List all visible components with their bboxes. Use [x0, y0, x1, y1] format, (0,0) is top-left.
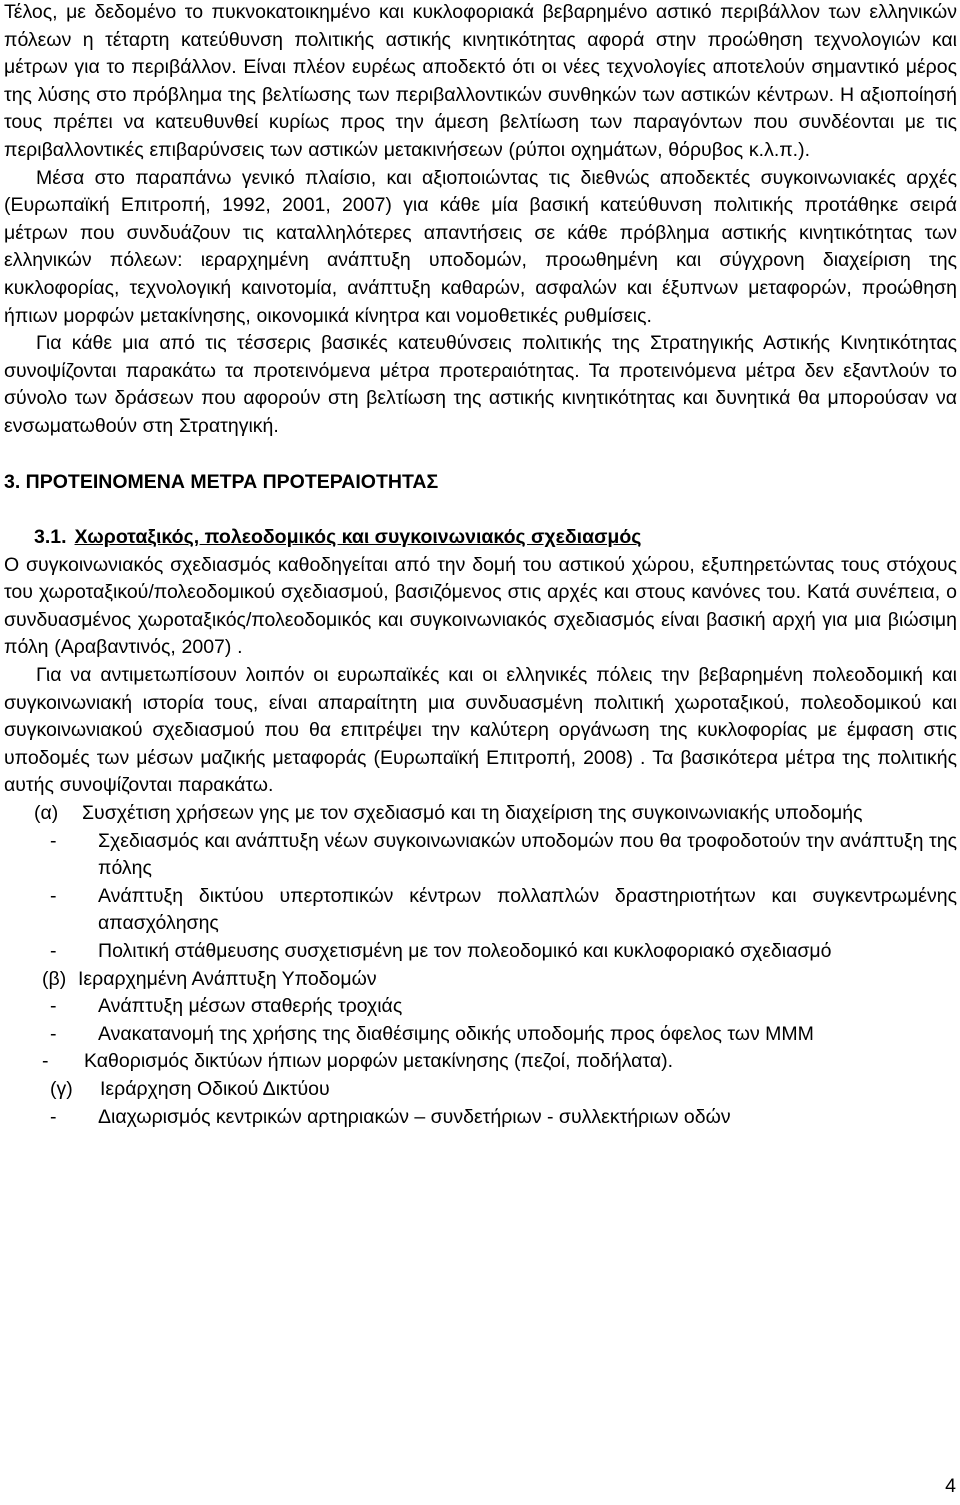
dash-marker: - [42, 1050, 49, 1073]
dash-marker: - [50, 884, 57, 907]
list-marker: (β) [42, 967, 67, 990]
dash-marker: - [50, 995, 57, 1018]
list-item-alpha [34, 800, 957, 828]
section-3-1-title: Χωροταξικός, πολεοδομικός και συγκοινωνιακός σχεδιασμός [74, 526, 642, 549]
dash-marker: - [50, 1105, 57, 1128]
list-item [50, 828, 957, 883]
list-item [50, 1104, 957, 1132]
list-item [50, 938, 957, 966]
list-item [42, 1048, 957, 1076]
list-item-text: Πολιτική στάθμευσης συσχετισμένη με τον πολεοδομικό και κυκλοφοριακό σχεδιασμό [98, 940, 832, 962]
list-item-text: Διαχωρισμός κεντρικών αρτηριακών – συνδετήριων - συλλεκτήριων οδών [98, 1105, 731, 1128]
list-item-text: Σχεδιασμός και ανάπτυξη νέων συγκοινωνιακών υποδομών που θα τροφοδοτούν την ανάπτυξη της πόλης [98, 829, 957, 880]
list-item-text: Ανάπτυξη μέσων σταθερής τροχιάς [98, 995, 403, 1018]
list-item-text: Καθορισμός δικτύων ήπιων μορφών μετακίνησης (πεζοί, ποδήλατα). [84, 1050, 674, 1073]
list-item-text: Ιεράρχηση Οδικού Δικτύου [100, 1077, 330, 1100]
section-3-1-heading [34, 524, 957, 552]
list-item-beta [42, 966, 957, 994]
paragraph-policy-framework: Μέσα στο παραπάνω γενικό πλαίσιο, και αξιοποιώντας τις διεθνώς αποδεκτές συγκοινωνιακές αρχές (Ευρωπαϊκή Επιτροπή, 1992, 2001, 2007) για κάθε μία βασική κατεύθυνση πολιτικής προτάθηκε σειρά μέτρων που συνδυάζουν τις καταλληλότερες απαντήσεις σε κάθε πρόβλημα αστικής κινητικότητας των ελληνικών πόλεων: ιεραρχημένη ανάπτυξη υποδομών, προωθημένη και σύγχρονη διαχείριση της κυκλοφορίας, τεχνολογική καινοτομία, ανάπτυξη καθαρών, ασφαλών και έξυπνων μεταφορών, προώθηση ήπιων μορφών μετακίνησης, οικονομικά κίνητρα και νομοθετικές ρυθμίσεις. [4, 166, 957, 327]
list-item [50, 993, 957, 1021]
list-item-text: Ιεραρχημένη Ανάπτυξη Υποδομών [78, 967, 377, 990]
document-page [4, 0, 957, 1131]
paragraph-priority-measures-intro: Για κάθε μια από τις τέσσερις βασικές κατευθύνσεις πολιτικής της Στρατηγικής Αστικής Κινητικότητας συνοψίζονται παρακάτω τα προτεινόμενα μέτρα προτεραιότητας. Τα προτεινόμενα μέτρα δεν εξαντλούν το σύνολο των δράσεων που αφορούν στη βελτίωση της αστικής κινητικότητας και δυνητικά θα μπορούσαν να ενσωματωθούν στη Στρατηγική. [4, 332, 957, 437]
list-marker: (α) [34, 802, 59, 825]
dash-marker: - [50, 940, 57, 962]
list-item-text: Ανακατανομή της χρήσης της διαθέσιμης οδικής υποδομής προς όφελος των ΜΜΜ [98, 1022, 814, 1045]
list-item-text: Συσχέτιση χρήσεων γης με τον σχεδιασμό και τη διαχείριση της συγκοινωνιακής υποδομής [82, 802, 863, 825]
list-marker: (γ) [50, 1077, 73, 1100]
section-3-heading: 3. ΠΡΟΤΕΙΝΟΜΕΝΑ ΜΕΤΡΑ ΠΡΟΤΕΡΑΙΟΤΗΤΑΣ [4, 470, 439, 493]
page-number: 4 [945, 1475, 956, 1497]
dash-marker: - [50, 1022, 57, 1045]
list-item [50, 883, 957, 938]
list-item-gamma [50, 1076, 957, 1104]
paragraph-environment-technologies: Τέλος, με δεδομένο το πυκνοκατοικημένο και κυκλοφοριακά βεβαρημένο αστικό περιβάλλον των ελληνικών πόλεων η τέταρτη κατεύθυνση πολιτικής αστικής κινητικότητας αφορά στην προώθηση τεχνολογιών και μέτρων για το περιβάλλον. Είναι πλέον ευρέως αποδεκτό ότι οι νέες τεχνολογίες αποτελούν σημαντικό μέρος της λύσης στο πρόβλημα της βελτίωσης των περιβαλλοντικών συνθηκών των αστικών κέντρων. Η αξιοποίησή τους πρέπει να κατευθυνθεί κυρίως προς την άμεση βελτίωση των παραγόντων που συνδέονται με τις περιβαλλοντικές επιβαρύνσεις των αστικών μετακινήσεων (ρύποι οχημάτων, θόρυβος κ.λ.π.). [4, 1, 957, 161]
list-item-text: Ανάπτυξη δικτύου υπερτοπικών κέντρων πολλαπλών δραστηριοτήτων και συγκεντρωμένης απασχόλησης [98, 884, 957, 935]
section-3-1-number: 3.1. [34, 526, 67, 549]
paragraph-planning-principle: Ο συγκοινωνιακός σχεδιασμός καθοδηγείται από την δομή του αστικού χώρου, εξυπηρετώντας τους στόχους του χωροταξικού/πολεοδομικού σχεδιασμού, βασιζόμενος στις αρχές και στους κανόνες του. Κατά συνέπεια, ο συνδυασμένος χωροταξικός/πολεοδομικός και συγκοινωνιακός σχεδιασμός είναι βασική αρχή για μια βιώσιμη πόλη (Αραβαντινός, 2007) . [4, 553, 957, 659]
paragraph-combined-policy: Για να αντιμετωπίσουν λοιπόν οι ευρωπαϊκές και οι ελληνικές πόλεις την βεβαρημένη πολεοδομική και συγκοινωνιακή ιστορία τους, είναι απαραίτητη μια συνδυασμένη πολιτική χωροταξικού, πολεοδομικού και συγκοινωνιακού σχεδιασμού που θα επιτρέψει την καλύτερη οργάνωση της κυκλοφορίας με έμφαση στις υποδομές των μέσων μαζικής μεταφοράς (Ευρωπαϊκή Επιτροπή, 2008) . Τα βασικότερα μέτρα της πολιτικής αυτής συνοψίζονται παρακάτω. [4, 664, 957, 797]
list-item [50, 1021, 957, 1049]
dash-marker: - [50, 829, 57, 852]
